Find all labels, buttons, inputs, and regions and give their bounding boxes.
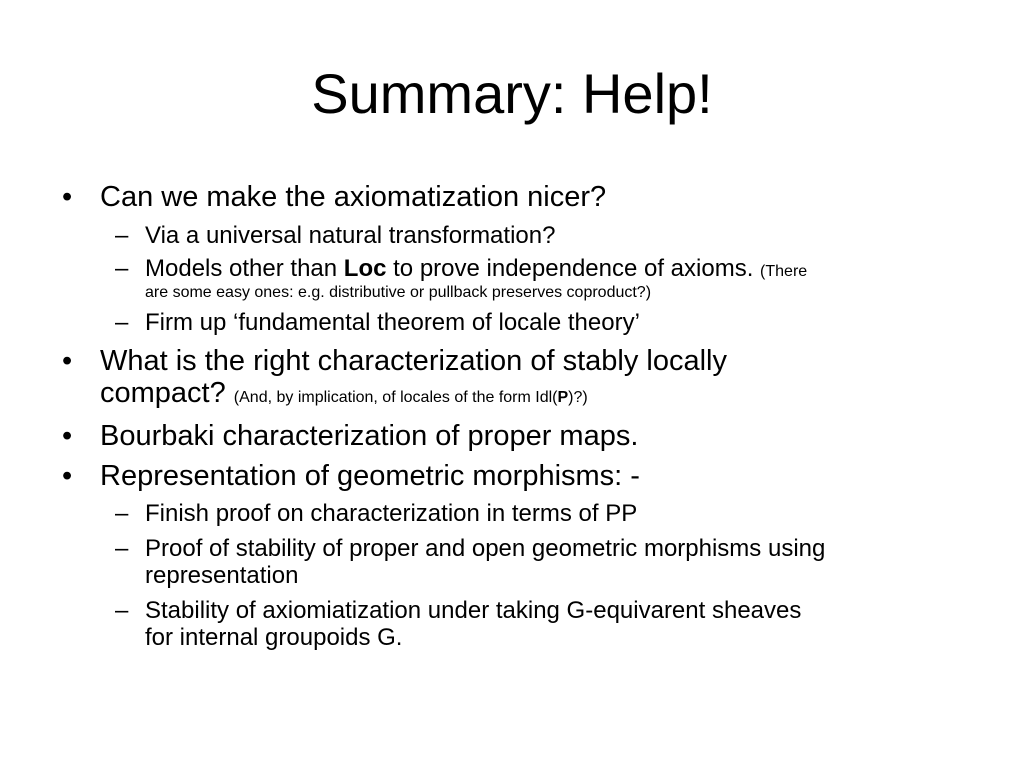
sub-bullet-bold: Loc bbox=[343, 255, 387, 282]
sub-bullet-item bbox=[115, 309, 965, 336]
bullet-item bbox=[62, 460, 960, 492]
sub-bullet-text-line2: for internal groupoids G. bbox=[145, 624, 403, 651]
bullet-icon: • bbox=[62, 420, 73, 452]
sub-bullet-item bbox=[115, 222, 965, 249]
sub-bullet-item bbox=[115, 255, 965, 302]
bullet-note-post: )?) bbox=[568, 389, 588, 406]
sub-bullet-text-pre: Models other than bbox=[145, 255, 344, 282]
sub-bullet-text: Via a universal natural transformation? bbox=[145, 222, 556, 249]
sub-bullet-note-continued: are some easy ones: e.g. distributive or pullback preserves coproduct?) bbox=[145, 284, 652, 301]
bullet-icon: • bbox=[62, 345, 73, 377]
bullet-item bbox=[62, 420, 960, 452]
bullet-text-line2: compact? bbox=[100, 377, 234, 409]
bullet-item bbox=[62, 181, 960, 213]
dash-icon: – bbox=[115, 535, 129, 562]
dash-icon: – bbox=[115, 597, 129, 624]
sub-bullet-item bbox=[115, 500, 965, 527]
sub-bullet-text-line1: Stability of axiomiatization under taking G-equivarent sheaves bbox=[145, 597, 802, 624]
bullet-icon: • bbox=[62, 460, 73, 492]
sub-bullet-text-post: to prove independence of axioms. bbox=[386, 255, 761, 282]
bullet-note-bold: P bbox=[557, 389, 569, 406]
sub-bullet-text-line2: representation bbox=[145, 562, 299, 589]
sub-bullet-text: Finish proof on characterization in terms of PP bbox=[145, 500, 638, 527]
sub-bullet-text-line1: Proof of stability of proper and open geometric morphisms using bbox=[145, 535, 826, 562]
bullet-item bbox=[62, 345, 960, 414]
dash-icon: – bbox=[115, 255, 129, 282]
sub-bullet-text: Firm up ‘fundamental theorem of locale theory’ bbox=[145, 309, 640, 336]
bullet-text-line1: What is the right characterization of stably locally bbox=[100, 345, 727, 377]
dash-icon: – bbox=[115, 500, 129, 527]
dash-icon: – bbox=[115, 309, 129, 336]
bullet-note-pre: (And, by implication, of locales of the form Idl( bbox=[233, 389, 558, 406]
bullet-text: Bourbaki characterization of proper maps. bbox=[100, 420, 639, 452]
bullet-text: Representation of geometric morphisms: - bbox=[100, 460, 640, 492]
bullet-text: Can we make the axiomatization nicer? bbox=[100, 181, 607, 213]
slide-title: Summary: Help! bbox=[311, 62, 713, 125]
sub-bullet-item bbox=[115, 597, 965, 651]
bullet-icon: • bbox=[62, 181, 73, 213]
sub-bullet-note: (There bbox=[760, 263, 808, 280]
sub-bullet-item bbox=[115, 535, 965, 589]
dash-icon: – bbox=[115, 222, 129, 249]
